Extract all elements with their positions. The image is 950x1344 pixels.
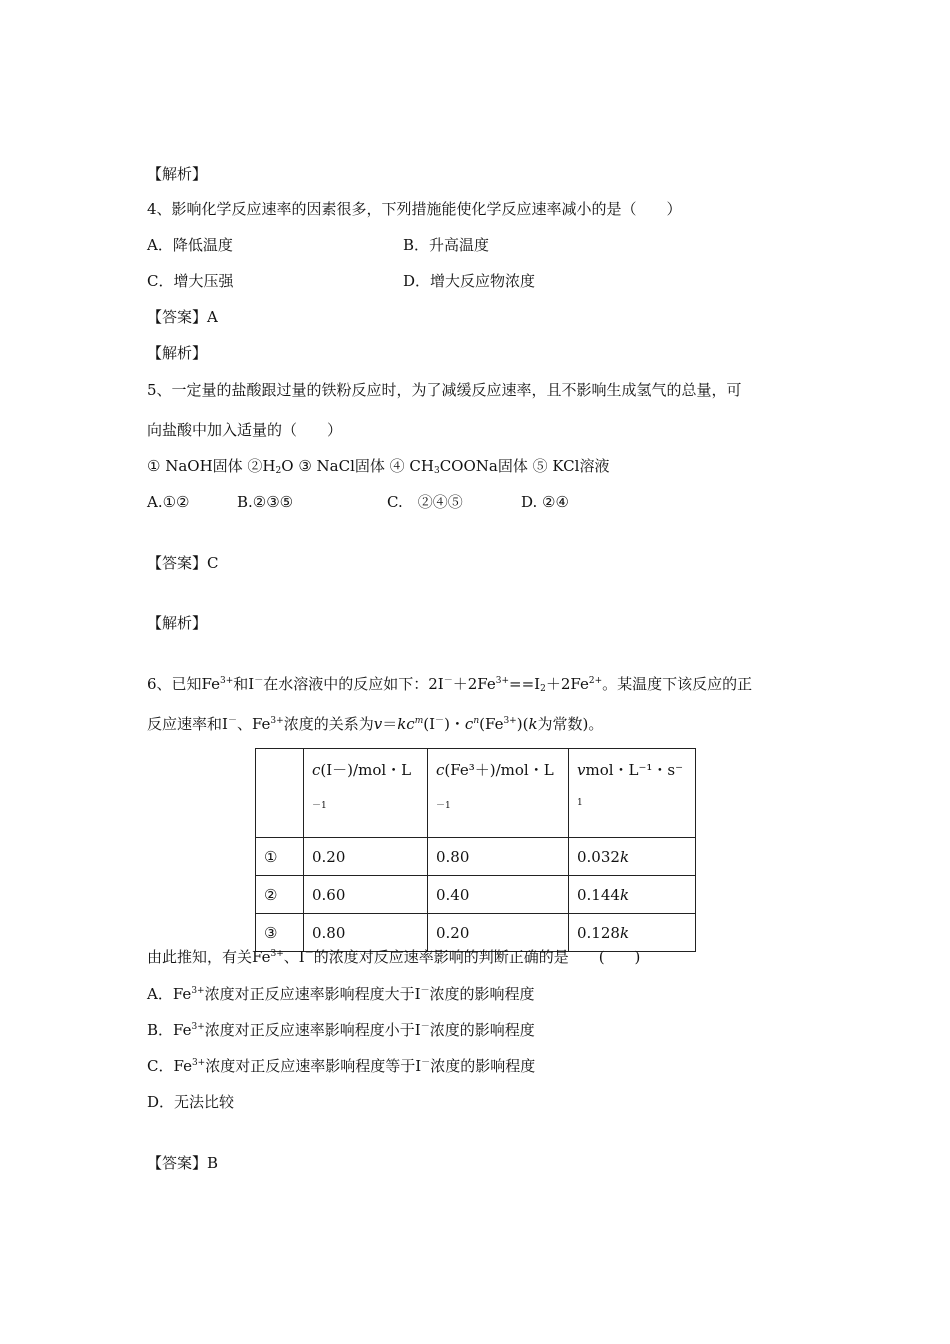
q6-eq-i: (I bbox=[423, 715, 436, 733]
table-cell-ci: 0.80 bbox=[304, 914, 428, 952]
table-cell-v: 0.144k bbox=[569, 876, 696, 914]
q6-eq-eq: ＝ bbox=[382, 715, 398, 733]
q6-sup-minus: － bbox=[443, 676, 453, 686]
q6-s1d: ＋2Fe bbox=[452, 675, 496, 693]
q5-option-a: A.①② bbox=[147, 493, 190, 511]
q6-sup-fe2: 2+ bbox=[588, 676, 603, 686]
q4-option-a: A．降低温度 bbox=[147, 236, 233, 254]
table-cell-index: ③ bbox=[256, 914, 304, 952]
q5-items-pre: ① NaOH固体 ②H bbox=[147, 457, 276, 475]
q4-analysis: 【解析】 bbox=[147, 344, 208, 362]
q6-option-d: D．无法比较 bbox=[147, 1093, 235, 1111]
q6-eq-fe: (Fe bbox=[479, 715, 504, 733]
q6-option-c: C．$Fe^{3+}$浓度对正反应速率影响程度等于I－浓度的影响程度 bbox=[147, 1057, 536, 1075]
question-5-stem-line1: 5、一定量的盐酸跟过量的铁粉反应时，为了减缓反应速率，且不影响生成氢气的总量，可 bbox=[147, 381, 742, 399]
q5-option-b: B.②③⑤ bbox=[237, 493, 294, 511]
table-row bbox=[256, 876, 696, 914]
question-6-stem-line1 bbox=[147, 674, 752, 694]
table-row bbox=[256, 914, 696, 952]
q6-question bbox=[147, 947, 640, 967]
table-cell-cfe: 0.80 bbox=[428, 838, 569, 876]
table-header-v: vmol・L⁻¹・s⁻ 1 bbox=[569, 749, 696, 838]
q5-sub-3: 3 bbox=[433, 466, 440, 476]
q6-eq-close: )( bbox=[516, 715, 529, 733]
table-header-cfe: c(Fe³＋)/mol・L －1 bbox=[428, 749, 569, 838]
q6-answer: 【答案】B bbox=[147, 1154, 219, 1172]
q6-sup-minus: － bbox=[227, 716, 237, 726]
q6-s1g: 。某温度下该反应的正 bbox=[602, 675, 753, 693]
q6-ask-c: 的浓度对反应速率影响的判断正确的是 ( ) bbox=[313, 948, 641, 966]
q6-sup-fe3: 3+ bbox=[495, 676, 510, 686]
q6-option-a: A．$Fe^{3+}$浓度对正反应速率影响程度大于I－浓度的影响程度 bbox=[147, 985, 535, 1003]
q6-eq-tail: 为常数)。 bbox=[537, 715, 604, 733]
q6-eq-c: c bbox=[464, 715, 474, 733]
q6-sup-fe3: 3+ bbox=[503, 716, 517, 726]
question-6-stem-line2 bbox=[147, 714, 603, 734]
q6-s2c: 浓度的关系为 bbox=[283, 715, 374, 733]
q4-option-b: B．升高温度 bbox=[403, 236, 490, 254]
table-row bbox=[256, 838, 696, 876]
q6-sup-fe3: 3+ bbox=[220, 676, 234, 686]
q4-answer: 【答案】A bbox=[147, 308, 218, 326]
table-cell-v: 0.032k bbox=[569, 838, 696, 876]
q5-option-c: C. ②④⑤ bbox=[387, 493, 463, 511]
q6-s1f: ＋2Fe bbox=[545, 675, 589, 693]
q5-analysis: 【解析】 bbox=[147, 614, 208, 632]
table-cell-ci: 0.60 bbox=[304, 876, 428, 914]
table-cell-cfe: 0.20 bbox=[428, 914, 569, 952]
q5-reagent-list bbox=[147, 456, 609, 476]
rate-data-table bbox=[255, 748, 696, 952]
q6-eq-v: v bbox=[373, 715, 383, 733]
q6-ask-b: 、I bbox=[283, 948, 305, 966]
q6-s1e: ==I bbox=[509, 675, 541, 693]
table-cell-v: 0.128k bbox=[569, 914, 696, 952]
q6-sup-minus: － bbox=[435, 716, 445, 726]
q5-answer: 【答案】C bbox=[147, 554, 219, 572]
table-header-empty bbox=[256, 749, 304, 838]
q6-sub-2: 2 bbox=[540, 684, 546, 694]
q6-eq-dot: )・ bbox=[444, 715, 465, 733]
q6-s1c: 在水溶液中的反应如下：2I bbox=[263, 675, 444, 693]
q6-sup-n: n bbox=[473, 716, 480, 726]
q4-option-d: D．增大反应物浓度 bbox=[403, 272, 536, 290]
q6-eq-k: k bbox=[528, 715, 538, 733]
q5-items-mid: O ③ NaCl固体 ④ CH bbox=[281, 457, 434, 475]
question-4-stem: 4、影响化学反应速率的因素很多，下列措施能使化学反应速率减小的是（ ） bbox=[147, 200, 682, 218]
q6-sup-fe3: 3+ bbox=[270, 716, 284, 726]
q5-items-post: COONa固体 ⑤ KCl溶液 bbox=[439, 457, 610, 475]
q6-s2b: 、Fe bbox=[236, 715, 271, 733]
q6-s1b: 和I bbox=[233, 675, 255, 693]
analysis-label: 【解析】 bbox=[147, 165, 208, 183]
q5-option-d: D. ②④ bbox=[521, 493, 569, 511]
q6-sup-fe3: 3+ bbox=[270, 949, 284, 959]
table-header-row bbox=[256, 749, 696, 838]
table-cell-index: ② bbox=[256, 876, 304, 914]
q6-ask-a: 由此推知，有关Fe bbox=[147, 948, 271, 966]
q5-sub-2: 2 bbox=[275, 466, 282, 476]
table-cell-cfe: 0.40 bbox=[428, 876, 569, 914]
table-header-ci: c(I－)/mol・L －1 bbox=[304, 749, 428, 838]
question-5-stem-line2: 向盐酸中加入适量的（ ） bbox=[147, 421, 343, 439]
q6-option-b: B．$Fe^{3+}$浓度对正反应速率影响程度小于I－浓度的影响程度 bbox=[147, 1021, 535, 1039]
q6-s2a: 反应速率和I bbox=[147, 715, 228, 733]
q6-eq-kc: kc bbox=[397, 715, 415, 733]
table-cell-index: ① bbox=[256, 838, 304, 876]
q6-sup-minus: － bbox=[254, 676, 264, 686]
q6-s1a: 6、已知Fe bbox=[147, 675, 221, 693]
q6-sup-m: m bbox=[414, 716, 424, 726]
table-cell-ci: 0.20 bbox=[304, 838, 428, 876]
q6-sup-minus: － bbox=[304, 949, 314, 959]
q4-option-c: C．增大压强 bbox=[147, 272, 234, 290]
